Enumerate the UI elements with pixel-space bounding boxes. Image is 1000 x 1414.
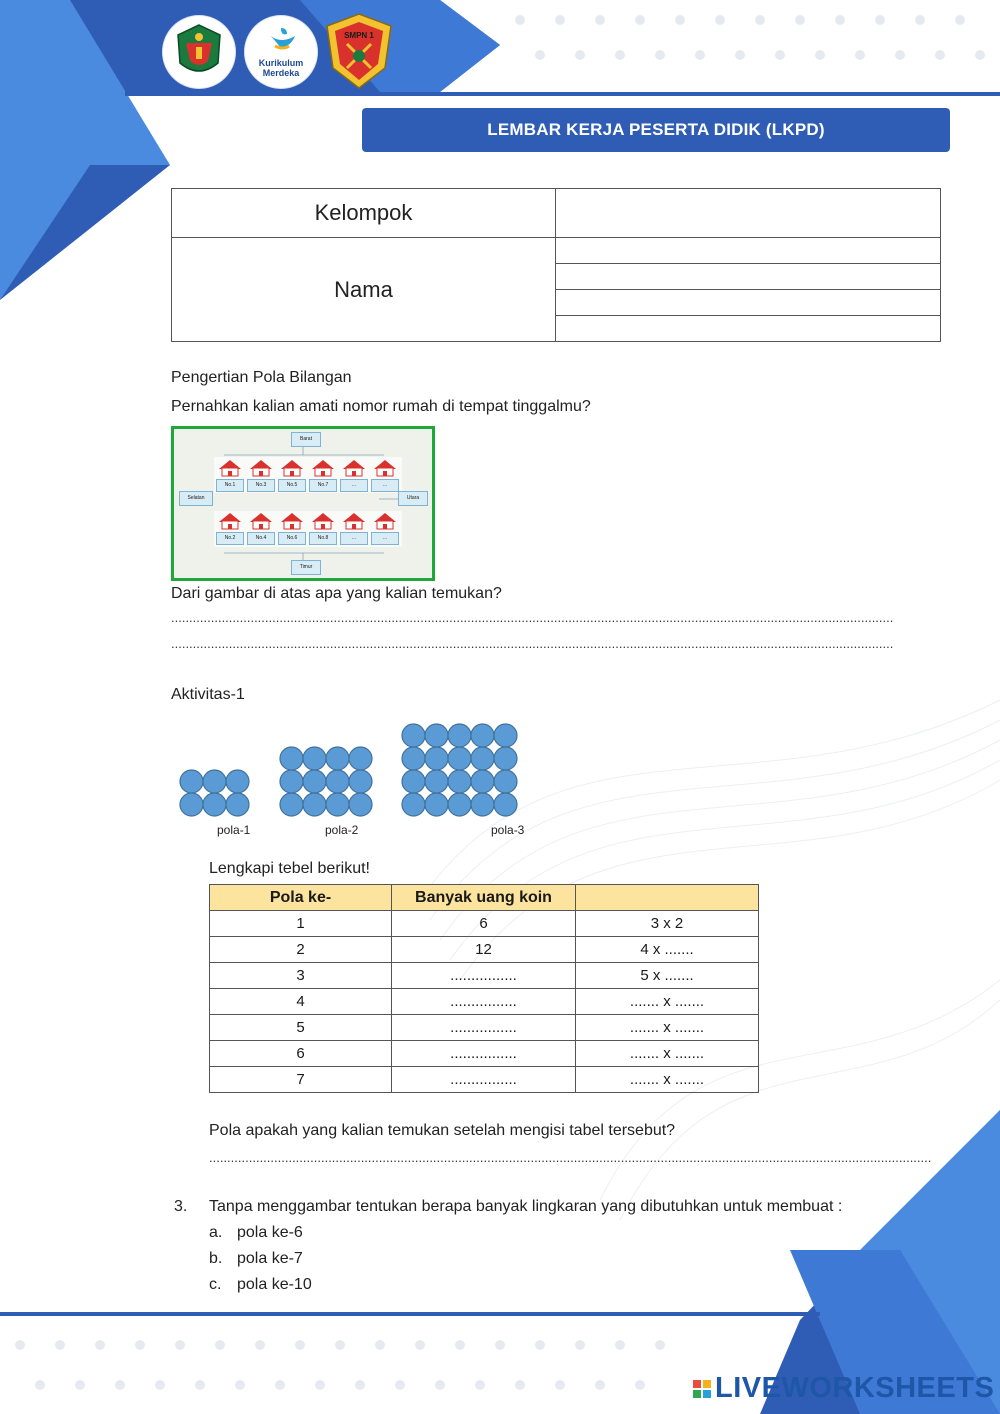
- coin: [280, 747, 303, 770]
- pola-cell: 7: [210, 1067, 392, 1093]
- coin: [303, 793, 326, 816]
- house-icon: [309, 459, 337, 477]
- coin-pattern-1: [180, 770, 249, 816]
- top-row-house: [371, 459, 399, 493]
- table-row: [210, 989, 759, 1015]
- reflection-question: Pola apakah yang kalian temukan setelah mengisi tabel tersebut?: [209, 1122, 676, 1139]
- follow-up-question: Dari gambar di atas apa yang kalian temukan?: [171, 585, 502, 602]
- house-icon: [278, 459, 306, 477]
- item-text: pola ke-6: [237, 1224, 303, 1241]
- answer-line-1[interactable]: ........................................................................................................................................................................................................: [171, 610, 894, 625]
- coin: [303, 770, 326, 793]
- pattern-label-3: pola-3: [491, 823, 525, 837]
- item-letter: c.: [209, 1276, 222, 1293]
- coin: [349, 770, 372, 793]
- house-number-label: No.8: [309, 532, 337, 545]
- answer-line-2[interactable]: ........................................................................................................................................................................................................: [171, 636, 894, 651]
- formula-cell[interactable]: ....... x .......: [576, 1015, 759, 1041]
- top-row-house: [340, 459, 368, 493]
- svg-text:SMPN 1: SMPN 1: [344, 31, 374, 40]
- worksheet-title-banner: [362, 108, 950, 152]
- house-icon: [371, 459, 399, 477]
- figure-label-selatan: Selatan: [179, 491, 213, 506]
- coin: [494, 770, 517, 793]
- house-number-label: No.7: [309, 479, 337, 492]
- coin: [494, 747, 517, 770]
- group-identity-table: [171, 188, 941, 342]
- coin: [349, 747, 372, 770]
- coin: [349, 793, 372, 816]
- table-row: [210, 1041, 759, 1067]
- coin: [471, 724, 494, 747]
- table-row: [210, 911, 759, 937]
- bottom-row-house: [216, 512, 244, 546]
- koin-cell[interactable]: ................: [392, 989, 576, 1015]
- svg-text:Kurikulum: Kurikulum: [258, 58, 304, 68]
- coin-pattern-3: [402, 724, 517, 816]
- worksheet-title: LEMBAR KERJA PESERTA DIDIK (LKPD): [487, 120, 825, 139]
- top-row-house: [247, 459, 275, 493]
- formula-cell: 3 x 2: [576, 911, 759, 937]
- house-icon: [216, 512, 244, 530]
- pola-cell: 1: [210, 911, 392, 937]
- coin: [448, 770, 471, 793]
- coin: [425, 770, 448, 793]
- top-row-house: [309, 459, 337, 493]
- bottom-row-house: [278, 512, 306, 546]
- coin: [448, 747, 471, 770]
- bottom-row-house: [247, 512, 275, 546]
- coin: [402, 793, 425, 816]
- coin: [494, 724, 517, 747]
- bottom-row-house: [371, 512, 399, 546]
- coin: [226, 793, 249, 816]
- house-icon: [278, 512, 306, 530]
- house-number-label: No.6: [278, 532, 306, 545]
- nama-label: Nama: [172, 238, 556, 342]
- coin: [203, 793, 226, 816]
- reflection-answer-line[interactable]: ........................................................................................................................................................................................................: [209, 1150, 932, 1165]
- liveworksheets-logo-icon: [693, 1380, 711, 1398]
- coin: [448, 793, 471, 816]
- question-number: 3.: [174, 1198, 188, 1215]
- table-row: [210, 963, 759, 989]
- coin: [402, 724, 425, 747]
- coin: [326, 793, 349, 816]
- liveworksheets-brand: [693, 1372, 994, 1405]
- pola-cell: 6: [210, 1041, 392, 1067]
- koin-cell[interactable]: ................: [392, 1067, 576, 1093]
- kelompok-label: Kelompok: [172, 189, 556, 238]
- table-row: [210, 1067, 759, 1093]
- coin-pattern-2: [280, 747, 372, 816]
- koin-cell[interactable]: ................: [392, 1041, 576, 1067]
- nama-field-3[interactable]: [556, 290, 941, 316]
- pola-cell: 5: [210, 1015, 392, 1041]
- item-letter: b.: [209, 1250, 223, 1267]
- figure-label-barat: Barat: [291, 432, 321, 447]
- coin: [425, 724, 448, 747]
- formula-cell[interactable]: ....... x .......: [576, 1041, 759, 1067]
- house-icon: [247, 512, 275, 530]
- koin-cell[interactable]: ................: [392, 1015, 576, 1041]
- kurikulum-merdeka-logo: [245, 16, 317, 88]
- formula-cell[interactable]: ....... x .......: [576, 1067, 759, 1093]
- coin: [303, 747, 326, 770]
- brand-text: LIVEWORKSHEETS: [715, 1372, 995, 1404]
- formula-cell[interactable]: 5 x .......: [576, 963, 759, 989]
- col-header-koin: Banyak uang koin: [392, 885, 576, 911]
- col-header-formula: [576, 885, 759, 911]
- coin: [280, 770, 303, 793]
- coin: [471, 747, 494, 770]
- coin-patterns: [170, 720, 530, 820]
- nama-field-2[interactable]: [556, 264, 941, 290]
- item-text: pola ke-10: [237, 1276, 312, 1293]
- table-instruction: Lengkapi tebel berikut!: [209, 860, 370, 877]
- coin: [326, 770, 349, 793]
- pola-cell: 2: [210, 937, 392, 963]
- pattern-table: [209, 884, 759, 1093]
- question-text: Tanpa menggambar tentukan berapa banyak lingkaran yang dibutuhkan untuk membuat :: [209, 1198, 843, 1215]
- formula-cell[interactable]: ....... x .......: [576, 989, 759, 1015]
- school-emblem-icon: [325, 12, 393, 90]
- coin: [203, 770, 226, 793]
- bottom-row-house: [340, 512, 368, 546]
- table-row: [210, 1015, 759, 1041]
- coin: [326, 747, 349, 770]
- pattern-label-1: pola-1: [217, 823, 251, 837]
- top-row-house: [216, 459, 244, 493]
- intro-question: Pernahkan kalian amati nomor rumah di tempat tinggalmu?: [171, 398, 591, 415]
- formula-cell[interactable]: 4 x .......: [576, 937, 759, 963]
- coin: [180, 770, 203, 793]
- house-number-label: No.2: [216, 532, 244, 545]
- bottom-row-house: [309, 512, 337, 546]
- coin: [494, 793, 517, 816]
- house-icon: [371, 512, 399, 530]
- house-icon: [247, 459, 275, 477]
- regional-emblem-icon: [163, 16, 235, 88]
- house-number-label: ...: [340, 532, 368, 545]
- house-number-label: No.1: [216, 479, 244, 492]
- figure-label-utara: Utara: [398, 491, 428, 506]
- house-number-label: No.4: [247, 532, 275, 545]
- item-text: pola ke-7: [237, 1250, 303, 1267]
- coin: [226, 770, 249, 793]
- house-icon: [340, 459, 368, 477]
- top-row-house: [278, 459, 306, 493]
- coin: [471, 793, 494, 816]
- coin: [402, 747, 425, 770]
- nama-field-1[interactable]: [556, 238, 941, 264]
- pola-cell: 3: [210, 963, 392, 989]
- coin: [402, 770, 425, 793]
- house-icon: [309, 512, 337, 530]
- table-row: [210, 937, 759, 963]
- item-letter: a.: [209, 1224, 223, 1241]
- figure-label-timur: Timur: [291, 560, 321, 575]
- kelompok-field[interactable]: [556, 189, 941, 238]
- coin: [425, 747, 448, 770]
- pattern-label-2: pola-2: [325, 823, 359, 837]
- house-number-figure: [171, 426, 435, 581]
- koin-cell: 6: [392, 911, 576, 937]
- coin: [471, 770, 494, 793]
- house-icon: [340, 512, 368, 530]
- koin-cell[interactable]: ................: [392, 963, 576, 989]
- house-number-label: ...: [371, 532, 399, 545]
- activity-title: Aktivitas-1: [171, 686, 245, 703]
- section-heading: Pengertian Pola Bilangan: [171, 369, 352, 386]
- svg-text:Merdeka: Merdeka: [262, 68, 300, 78]
- house-icon: [216, 459, 244, 477]
- coin: [180, 793, 203, 816]
- col-header-pola: Pola ke-: [210, 885, 392, 911]
- house-number-label: No.3: [247, 479, 275, 492]
- koin-cell: 12: [392, 937, 576, 963]
- pola-cell: 4: [210, 989, 392, 1015]
- coin: [280, 793, 303, 816]
- house-number-label: ...: [371, 479, 399, 492]
- house-number-label: No.5: [278, 479, 306, 492]
- coin: [448, 724, 471, 747]
- nama-field-4[interactable]: [556, 316, 941, 342]
- house-number-label: ...: [340, 479, 368, 492]
- coin: [425, 793, 448, 816]
